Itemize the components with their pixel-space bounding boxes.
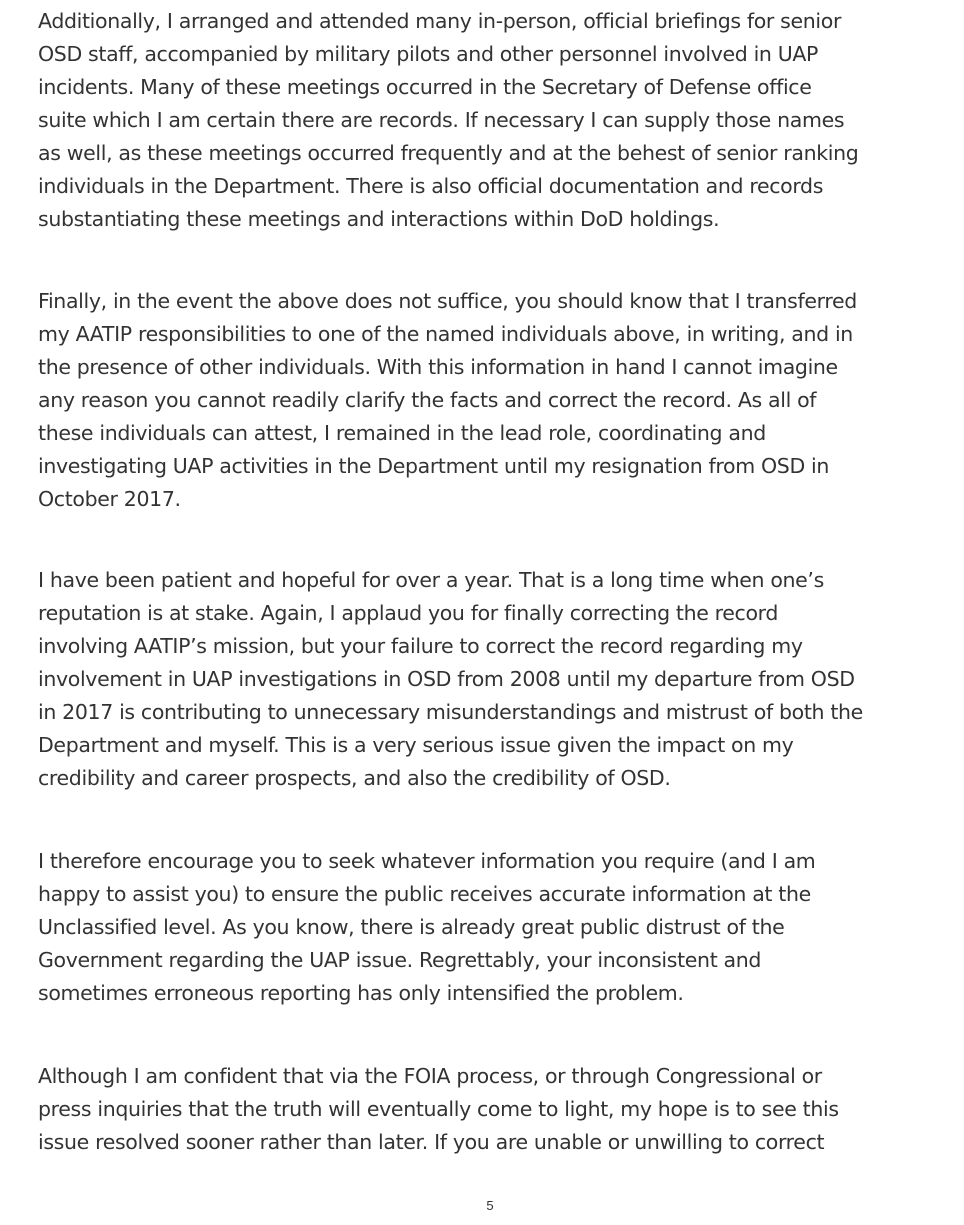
text-line: Government regarding the UAP issue. Regrettably, your inconsistent and	[38, 948, 762, 972]
text-line: Department and myself. This is a very serious issue given the impact on my	[38, 733, 794, 757]
text-line: OSD staff, accompanied by military pilots and other personnel involved in UAP	[38, 42, 819, 66]
text-line: any reason you cannot readily clarify the facts and correct the record. As all of	[38, 388, 817, 412]
text-line: issue resolved sooner rather than later. If you are unable or unwilling to correct	[38, 1130, 825, 1154]
text-line: involving AATIP’s mission, but your failure to correct the record regarding my	[38, 634, 803, 658]
text-line: Additionally, I arranged and attended many in-person, official briefings for senior	[38, 9, 842, 33]
text-line: as well, as these meetings occurred frequently and at the behest of senior ranking	[38, 141, 859, 165]
paragraph-briefings	[38, 5, 958, 236]
text-line: my AATIP responsibilities to one of the named individuals above, in writing, and in	[38, 322, 853, 346]
text-line: substantiating these meetings and interactions within DoD holdings.	[38, 207, 720, 231]
text-line: happy to assist you) to ensure the public receives accurate information at the	[38, 882, 811, 906]
paragraph-patience	[38, 564, 958, 795]
text-line: suite which I am certain there are records. If necessary I can supply those names	[38, 108, 845, 132]
text-line: reputation is at stake. Again, I applaud you for finally correcting the record	[38, 601, 779, 625]
text-line: incidents. Many of these meetings occurred in the Secretary of Defense office	[38, 75, 812, 99]
text-line: Although I am confident that via the FOIA process, or through Congressional or	[38, 1064, 822, 1088]
text-line: Finally, in the event the above does not suffice, you should know that I transferred	[38, 289, 857, 313]
text-line: individuals in the Department. There is also official documentation and records	[38, 174, 824, 198]
page-number: 5	[486, 1198, 494, 1213]
paragraph-aatip-transfer	[38, 285, 958, 516]
text-line: the presence of other individuals. With this information in hand I cannot imagine	[38, 355, 838, 379]
text-line: I therefore encourage you to seek whatever information you require (and I am	[38, 849, 816, 873]
text-line: involvement in UAP investigations in OSD from 2008 until my departure from OSD	[38, 667, 855, 691]
text-line: these individuals can attest, I remained in the lead role, coordinating and	[38, 421, 766, 445]
text-line: Unclassified level. As you know, there is already great public distrust of the	[38, 915, 785, 939]
text-line: sometimes erroneous reporting has only intensified the problem.	[38, 981, 684, 1005]
text-line: in 2017 is contributing to unnecessary misunderstandings and mistrust of both the	[38, 700, 863, 724]
text-line: October 2017.	[38, 487, 181, 511]
text-line: press inquiries that the truth will eventually come to light, my hope is to see this	[38, 1097, 839, 1121]
text-line: I have been patient and hopeful for over a year. That is a long time when one’s	[38, 568, 824, 592]
text-line: credibility and career prospects, and also the credibility of OSD.	[38, 766, 671, 790]
paragraph-encourage	[38, 845, 958, 1010]
paragraph-foia	[38, 1060, 958, 1159]
text-line: investigating UAP activities in the Department until my resignation from OSD in	[38, 454, 830, 478]
